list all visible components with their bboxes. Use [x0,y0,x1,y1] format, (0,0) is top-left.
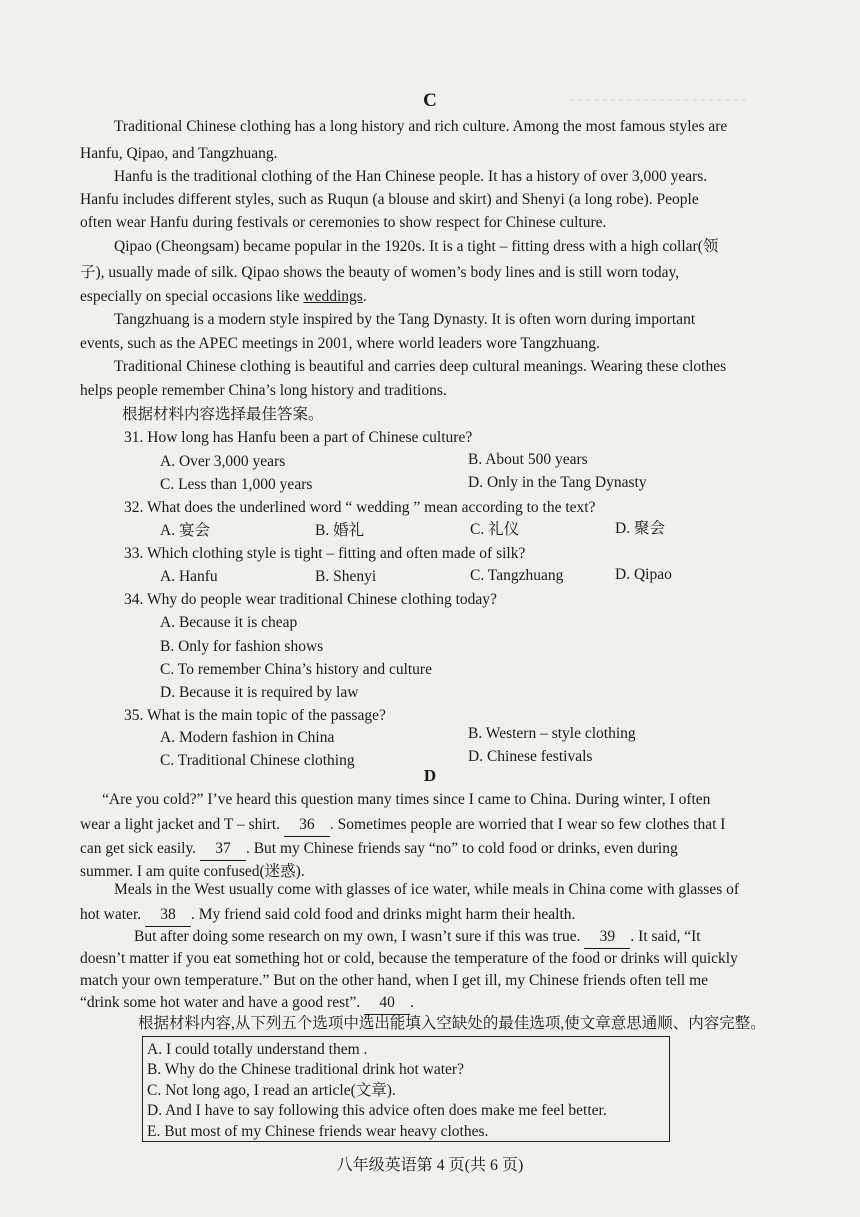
choice-d[interactable]: D. And I have to say following this advice often does make me feel better. [147,1102,607,1119]
q34-option-b[interactable]: B. Only for fashion shows [160,638,324,655]
q35-option-d[interactable]: D. Chinese festivals [468,748,593,765]
section-c-title: C [423,90,437,111]
q32-option-c[interactable]: C. 礼仪 [470,521,520,538]
underlined-word-weddings: weddings [303,288,363,305]
q31-option-b[interactable]: B. About 500 years [468,451,588,468]
c-paragraph-2-line-2: Hanfu includes different styles, such as Ruqun (a blouse and skirt) and Shenyi (a long robe). People [80,191,699,208]
question-33: 33. Which clothing style is tight – fitting and often made of silk? [124,545,526,562]
q31-option-d[interactable]: D. Only in the Tang Dynasty [468,474,647,491]
q34-option-a[interactable]: A. Because it is cheap [160,614,298,631]
c-instruction: 根据材料内容选择最佳答案。 [122,406,324,423]
c-paragraph-2-line-1: Hanfu is the traditional clothing of the Han Chinese people. It has a history of over 3,000 years. [114,168,708,185]
c-paragraph-1-line-1: Traditional Chinese clothing has a long history and rich culture. Among the most famous styles are [114,118,728,135]
d-paragraph-3-line-3: match your own temperature.” But on the other hand, when I get ill, my Chinese friends often tell me [80,972,709,989]
d-paragraph-3-line-1: But after doing some research on my own, I wasn’t sure if this was true. 39 . It said, “It [134,926,701,949]
answer-choices-box [142,1036,670,1142]
c-paragraph-3-line-3: especially on special occasions like weddings. [80,288,367,305]
q31-option-a[interactable]: A. Over 3,000 years [160,453,286,470]
choice-c[interactable]: C. Not long ago, I read an article(文章). [147,1082,396,1099]
question-34: 34. Why do people wear traditional Chinese clothing today? [124,591,497,608]
blank-36[interactable]: 36 [284,814,330,837]
question-31: 31. How long has Hanfu been a part of Chinese culture? [124,429,473,446]
choice-a[interactable]: A. I could totally understand them . [147,1041,368,1058]
q33-option-b[interactable]: B. Shenyi [315,568,377,585]
page-footer: 八年级英语第 4 页(共 6 页) [336,1157,524,1174]
c-paragraph-2-line-3: often wear Hanfu during festivals or ceremonies to show respect for Chinese culture. [80,214,607,231]
blank-38[interactable]: 38 [145,904,191,927]
c-paragraph-4-line-2: events, such as the APEC meetings in 2001, where world leaders wore Tangzhuang. [80,335,600,352]
c-paragraph-1-line-2: Hanfu, Qipao, and Tangzhuang. [80,145,278,162]
blank-39[interactable]: 39 [584,926,630,949]
section-d-title: D [423,766,437,785]
c-paragraph-3-line-2: 子), usually made of silk. Qipao shows the beauty of women’s body lines and is still worn today, [80,264,680,281]
q35-option-c[interactable]: C. Traditional Chinese clothing [160,752,355,769]
q33-option-c[interactable]: C. Tangzhuang [470,567,564,584]
q34-option-d[interactable]: D. Because it is required by law [160,684,359,701]
d-paragraph-2-line-2: hot water. 38 . My friend said cold food and drinks might harm their health. [80,904,575,927]
q32-option-d[interactable]: D. 聚会 [615,520,665,537]
blank-40[interactable]: 40 [364,992,410,1015]
q35-option-b[interactable]: B. Western – style clothing [468,725,636,742]
d-paragraph-1-line-4: summer. I am quite confused(迷惑). [80,863,305,880]
q35-option-a[interactable]: A. Modern fashion in China [160,729,335,746]
c-paragraph-4-line-1: Tangzhuang is a modern style inspired by the Tang Dynasty. It is often worn during important [114,311,696,328]
choice-b[interactable]: B. Why do the Chinese traditional drink hot water? [147,1061,464,1078]
q33-option-d[interactable]: D. Qipao [615,566,672,583]
d-paragraph-1-line-1: “Are you cold?” I’ve heard this question many times since I came to China. During winter, I often [102,791,711,808]
d-paragraph-3-line-4: “drink some hot water and have a good rest”. 40 . [80,992,414,1015]
q33-option-a[interactable]: A. Hanfu [160,568,218,585]
d-paragraph-2-line-1: Meals in the West usually come with glasses of ice water, while meals in China come with glasses of [114,881,740,898]
question-35: 35. What is the main topic of the passage? [124,707,386,724]
d-paragraph-1-line-2: wear a light jacket and T – shirt. 36 . Sometimes people are worried that I wear so few clothes that I [80,814,725,837]
c-paragraph-5-line-2: helps people remember China’s long history and traditions. [80,382,447,399]
choice-e[interactable]: E. But most of my Chinese friends wear heavy clothes. [147,1123,489,1140]
blank-37[interactable]: 37 [200,838,246,861]
c-paragraph-3-line-1: Qipao (Cheongsam) became popular in the 1920s. It is a tight – fitting dress with a high collar(领 [114,238,719,255]
question-32: 32. What does the underlined word “ wedding ” mean according to the text? [124,499,596,516]
d-paragraph-3-line-2: doesn’t matter if you eat something hot or cold, because the temperature of the food or drinks will quickly [80,950,738,967]
bleed-through-text: - - - - - - - - - - - - - - - - - - - - - - [570,92,747,107]
c-paragraph-5-line-1: Traditional Chinese clothing is beautiful and carries deep cultural meanings. Wearing these clothes [114,358,727,375]
q31-option-c[interactable]: C. Less than 1,000 years [160,476,313,493]
q32-option-a[interactable]: A. 宴会 [160,522,210,539]
d-instruction: 根据材料内容,从下列五个选项中选出能填入空缺处的最佳选项,使文章意思通顺、内容完整。 [138,1015,766,1032]
q34-option-c[interactable]: C. To remember China’s history and culture [160,661,432,678]
q32-option-b[interactable]: B. 婚礼 [315,522,365,539]
d-paragraph-1-line-3: can get sick easily. 37 . But my Chinese friends say “no” to cold food or drinks, even during [80,838,678,861]
